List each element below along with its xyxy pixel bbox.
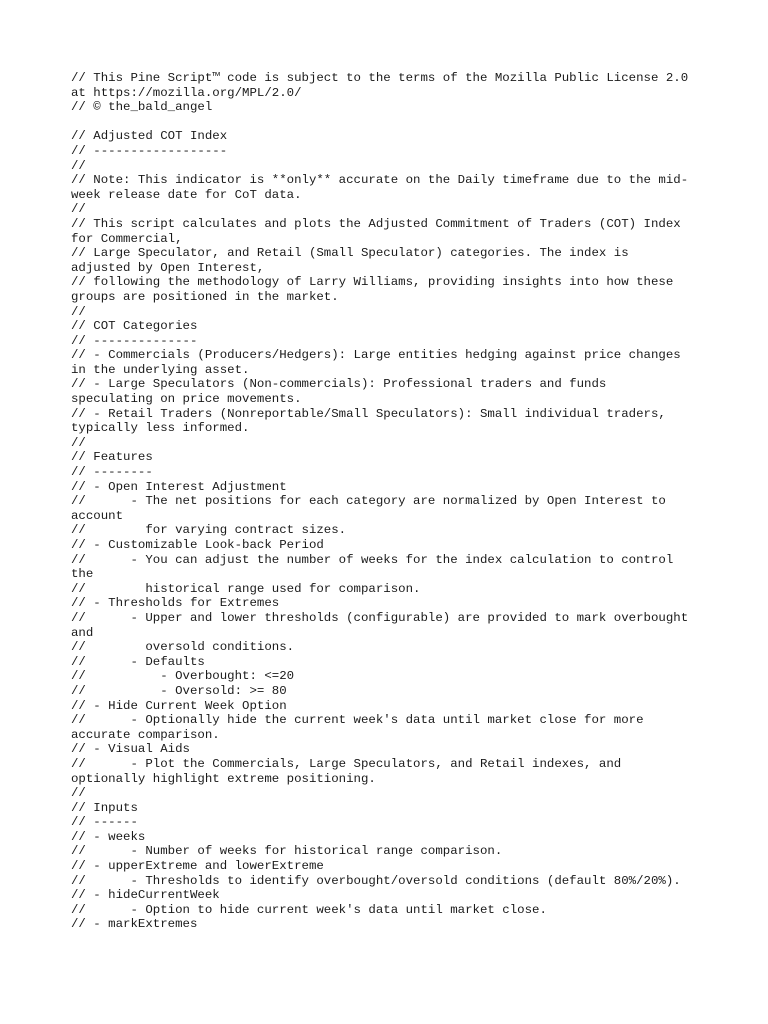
code-line: // - The net positions for each category are normalized by Open Interest to (71, 494, 666, 509)
code-line: // - Commercials (Producers/Hedgers): Large entities hedging against price changes (71, 348, 681, 363)
code-line: // - Thresholds for Extremes (71, 596, 280, 611)
code-line: // ------ (71, 815, 138, 830)
code-line: and (71, 625, 94, 640)
code-line: // - Oversold: >= 80 (71, 683, 287, 698)
code-line: // This Pine Script™ code is subject to the terms of the Mozilla Public License 2.0 (71, 71, 689, 85)
code-line: // oversold conditions. (71, 640, 295, 655)
code-line: typically less informed. (71, 421, 250, 436)
code-line: // (71, 786, 86, 801)
document-page (71, 71, 711, 932)
code-line: // - You can adjust the number of weeks for the index calculation to control (71, 552, 674, 567)
code-line: // (71, 304, 86, 319)
code-line: account (71, 508, 124, 523)
code-line: // - Defaults (71, 654, 205, 669)
code-line: week release date for CoT data. (71, 187, 302, 202)
code-line: // - Optionally hide the current week's data until market close for more (71, 713, 644, 728)
code-line: groups are positioned in the market. (71, 289, 339, 304)
code-line: // following the methodology of Larry Williams, providing insights into how these (71, 275, 674, 290)
code-line: for Commercial, (71, 231, 183, 246)
code-line: // - Open Interest Adjustment (71, 479, 287, 494)
code-line: // ------------------ (71, 143, 228, 158)
code-line: // -------- (71, 465, 153, 480)
code-line: // - weeks (71, 829, 146, 844)
code-line: // historical range used for comparison. (71, 581, 421, 596)
code-line: accurate comparison. (71, 727, 220, 742)
code-line: // - Option to hide current week's data until market close. (71, 902, 547, 917)
code-line: the (71, 567, 94, 582)
code-line: optionally highlight extreme positioning. (71, 771, 376, 786)
code-line: // © the_bald_angel (71, 100, 213, 115)
code-line: // (71, 202, 86, 217)
code-line: in the underlying asset. (71, 362, 250, 377)
code-line: // - Number of weeks for historical range comparison. (71, 844, 503, 859)
code-line: // - Customizable Look-back Period (71, 538, 324, 552)
code-line: at https://mozilla.org/MPL/2.0/ (71, 85, 302, 100)
code-line: // Note: This indicator is **only** accurate on the Daily timeframe due to the mid- (71, 173, 689, 188)
code-line: // -------------- (71, 333, 198, 348)
code-line: // - upperExtreme and lowerExtreme (71, 859, 324, 874)
code-line: // - markExtremes (71, 917, 198, 932)
code-line: speculating on price movements. (71, 392, 302, 407)
code-line: // - hideCurrentWeek (71, 888, 220, 903)
code-line: // This script calculates and plots the Adjusted Commitment of Traders (COT) Index (71, 216, 681, 231)
code-line: // - Hide Current Week Option (71, 698, 287, 713)
code-line: // COT Categories (71, 319, 198, 334)
code-line (71, 115, 711, 130)
code-line: // - Overbought: <=20 (71, 669, 295, 684)
code-line: // - Visual Aids (71, 742, 190, 757)
code-line: adjusted by Open Interest, (71, 260, 265, 275)
code-line: // Large Speculator, and Retail (Small Speculator) categories. The index is (71, 246, 629, 261)
code-line: // (71, 435, 86, 450)
code-line: // Inputs (71, 800, 138, 815)
code-line: // - Retail Traders (Nonreportable/Small Speculators): Small individual traders, (71, 406, 666, 421)
code-line: // - Upper and lower thresholds (configurable) are provided to mark overbought (71, 610, 689, 625)
code-line: // Adjusted COT Index (71, 129, 228, 144)
code-line: // Features (71, 450, 153, 465)
code-line: // for varying contract sizes. (71, 523, 347, 538)
code-line: // (71, 158, 86, 173)
code-line: // - Large Speculators (Non-commercials): Professional traders and funds (71, 377, 607, 392)
code-line: // - Plot the Commercials, Large Speculators, and Retail indexes, and (71, 756, 622, 771)
code-line: // - Thresholds to identify overbought/oversold conditions (default 80%/20%). (71, 873, 681, 888)
